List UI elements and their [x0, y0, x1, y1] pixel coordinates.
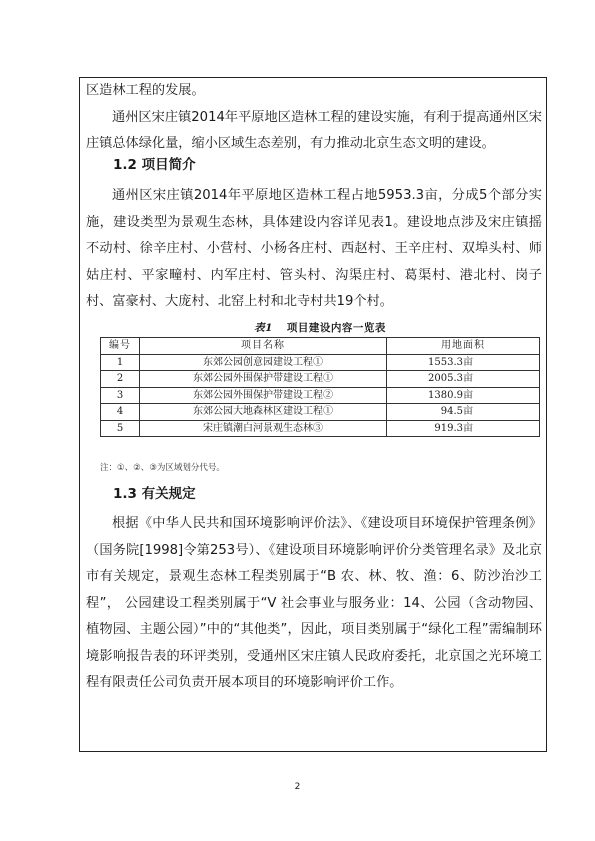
table-note: 注：①、②、③为区域划分代号。	[100, 463, 225, 473]
section-heading-1-3: 1.3 有关规定	[113, 486, 196, 502]
row-land-area: 919.3亩	[387, 420, 540, 437]
row-project-name: 东郊公园创意园建设工程①	[140, 354, 387, 371]
row-number: 2	[101, 371, 140, 388]
page-number: 2	[294, 782, 301, 792]
header-number: 编号	[101, 338, 140, 355]
row-land-area: 1380.9亩	[387, 387, 540, 404]
row-number: 3	[101, 387, 140, 404]
intro-line: 区造林工程的发展。	[86, 83, 205, 98]
row-land-area: 2005.3亩	[387, 371, 540, 388]
table-row	[101, 387, 540, 404]
row-number: 1	[101, 354, 140, 371]
row-project-name: 东郊公园外围保护带建设工程①	[140, 371, 387, 388]
section-heading-1-2: 1.2 项目简介	[113, 157, 196, 173]
row-number: 5	[101, 420, 140, 437]
table-row	[101, 371, 540, 388]
table-header-row	[101, 338, 540, 355]
section-1-2-body: 通州区宋庄镇2014年平原地区造林工程占地5953.3亩，分成5个部分实施，建设类型为景观生态林，具体建设内容详见表1。建设地点涉及宋庄镇摇不动村、徐辛庄村、小营村、小杨各庄村、西赵村、王辛庄村、双埠头村、师姑庄村、平家疃村、内军庄村、管头村、沟渠庄村、葛渠村、港北村、岗子村、富豪村、大庞村、北窑上村和北寺村共19个村。	[86, 188, 542, 309]
row-land-area: 1553.3亩	[387, 354, 540, 371]
table-caption	[100, 320, 540, 335]
table-row	[101, 404, 540, 421]
section-1-3-body: 根据《中华人民共和国环境影响评价法》、《建设项目环境保护管理条例》（国务院[1998]令第253号）、《建设项目环境影响评价分类管理名录》及北京市有关规定，景观生态林工程类别属于“B 农、林、牧、渔：6、防沙治沙工程”， 公园建设工程类别属于“V 社会事业与服务业：14、公园（含动物园、植物园、主题公园）”中的“其他类”，因此，项目类别属于“绿化工程”需编制环境影响报告表的环评类别，受通州区宋庄镇人民政府委托，北京国之光环境工程有限责任公司负责开展本项目的环境影响评价工作。	[86, 516, 542, 690]
table-caption-number: 表1	[254, 322, 273, 334]
row-project-name: 宋庄镇潮白河景观生态林③	[140, 420, 387, 437]
header-project-name: 项目名称	[140, 338, 387, 355]
table-row	[101, 420, 540, 437]
row-project-name: 东郊公园外围保护带建设工程②	[140, 387, 387, 404]
row-project-name: 东郊公园大地森林区建设工程①	[140, 404, 387, 421]
table-row	[101, 354, 540, 371]
project-content-table	[100, 337, 540, 437]
row-number: 4	[101, 404, 140, 421]
header-land-area: 用地面积	[387, 338, 540, 355]
row-land-area: 94.5亩	[387, 404, 540, 421]
table-caption-title: 项目建设内容一览表	[286, 322, 386, 334]
intro-paragraph: 通州区宋庄镇2014年平原地区造林工程的建设实施，有利于提高通州区宋庄镇总体绿化量，缩小区域生态差别，有力推动北京生态文明的建设。	[86, 109, 542, 151]
